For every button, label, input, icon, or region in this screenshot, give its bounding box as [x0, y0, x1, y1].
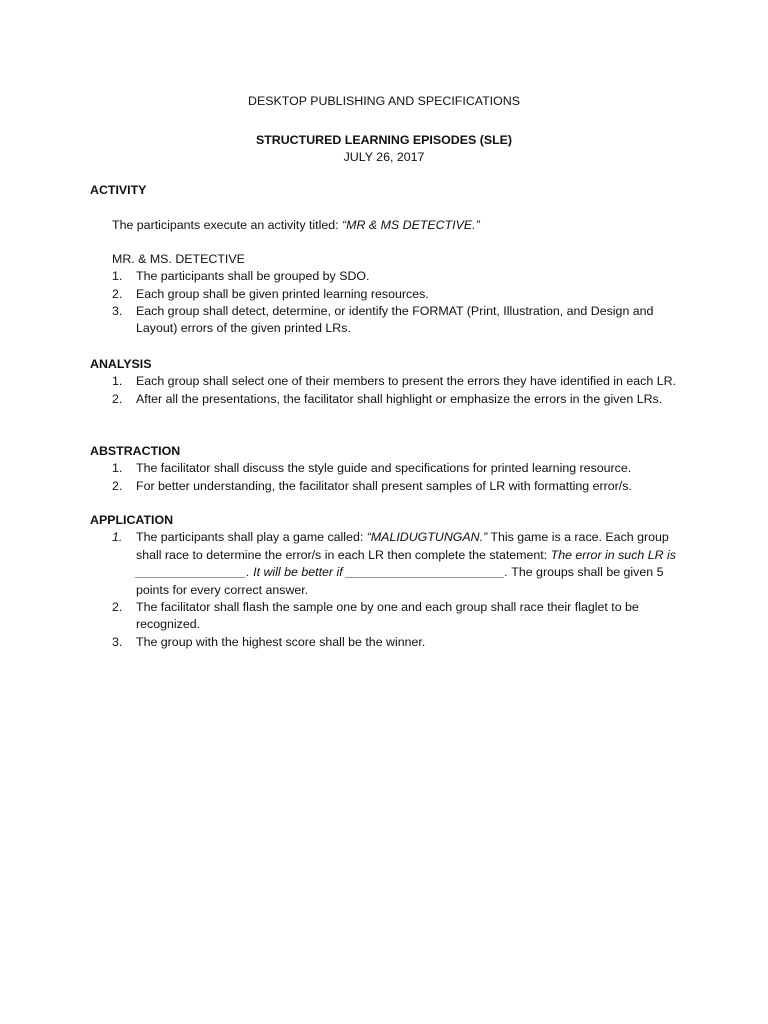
list-text: Each group shall be given printed learning resources. [136, 286, 429, 301]
list-number: 2. [112, 391, 123, 406]
game-text-part3: The groups shall be given 5 points for every correct answer. [136, 565, 664, 597]
list-number: 2. [112, 478, 123, 493]
activity-intro [90, 217, 690, 234]
analysis-section [90, 356, 690, 408]
list-text: For better understanding, the facilitator shall present samples of LR with formatting error/s. [136, 478, 632, 493]
activity-intro-prefix: The participants execute an activity titled: [112, 218, 343, 233]
game-name: “MALIDUGTUNGAN.” [366, 530, 488, 545]
list-item [90, 460, 690, 477]
game-text-part1: The participants shall play a game called: [136, 530, 367, 545]
list-item [90, 529, 690, 599]
list-item [90, 303, 690, 338]
document-date: JULY 26, 2017 [343, 150, 425, 164]
list-number: 1. [112, 374, 123, 389]
document-title: STRUCTURED LEARNING EPISODES (SLE) [255, 133, 513, 147]
list-number: 3. [112, 634, 123, 649]
list-number: 2. [112, 286, 123, 301]
list-item [90, 478, 690, 495]
activity-heading: ACTIVITY [90, 183, 147, 197]
activity-list [90, 268, 690, 338]
list-item [90, 634, 690, 651]
activity-section [90, 182, 690, 338]
activity-sub-heading: MR. & MS. DETECTIVE [112, 251, 245, 266]
list-number: 2. [112, 600, 123, 615]
list-text: The facilitator shall discuss the style guide and specifications for printed learning resource. [136, 461, 632, 476]
abstraction-list [90, 460, 690, 495]
analysis-heading: ANALYSIS [90, 357, 152, 371]
activity-intro-title: “MR & MS DETECTIVE.” [342, 218, 480, 233]
list-text: Each group shall select one of their members to present the errors they have identified in each LR. [136, 374, 676, 389]
application-section [90, 512, 690, 651]
game-statement: The error in such LR is ________________. It will be better if _______________________. [136, 547, 676, 580]
analysis-list [90, 373, 690, 408]
list-item [90, 391, 690, 408]
list-number: 1. [112, 530, 123, 545]
list-text: The facilitator shall flash the sample one by one and each group shall race their flaglet to be recognized. [136, 600, 639, 632]
list-item [90, 286, 690, 303]
game-text-part2: This game is a race. Each group shall race to determine the error/s in each LR then complete the statement: [136, 530, 669, 562]
list-number: 1. [112, 269, 123, 284]
application-list [90, 529, 690, 651]
list-number: 1. [112, 461, 123, 476]
abstraction-heading: ABSTRACTION [90, 444, 181, 458]
list-item [90, 373, 690, 390]
list-text: The group with the highest score shall be the winner. [136, 634, 426, 649]
list-item [90, 599, 690, 634]
abstraction-section [90, 443, 690, 495]
list-number: 3. [112, 304, 123, 319]
list-item [90, 268, 690, 285]
document-header: DESKTOP PUBLISHING AND SPECIFICATIONS [248, 94, 520, 108]
application-heading: APPLICATION [90, 513, 174, 527]
list-text: After all the presentations, the facilitator shall highlight or emphasize the errors in the given LRs. [136, 391, 663, 406]
list-text: Each group shall detect, determine, or identify the FORMAT (Print, Illustration, and Design and Layout) errors of the given printed LRs. [136, 304, 654, 336]
list-text: The participants shall be grouped by SDO. [136, 269, 370, 284]
